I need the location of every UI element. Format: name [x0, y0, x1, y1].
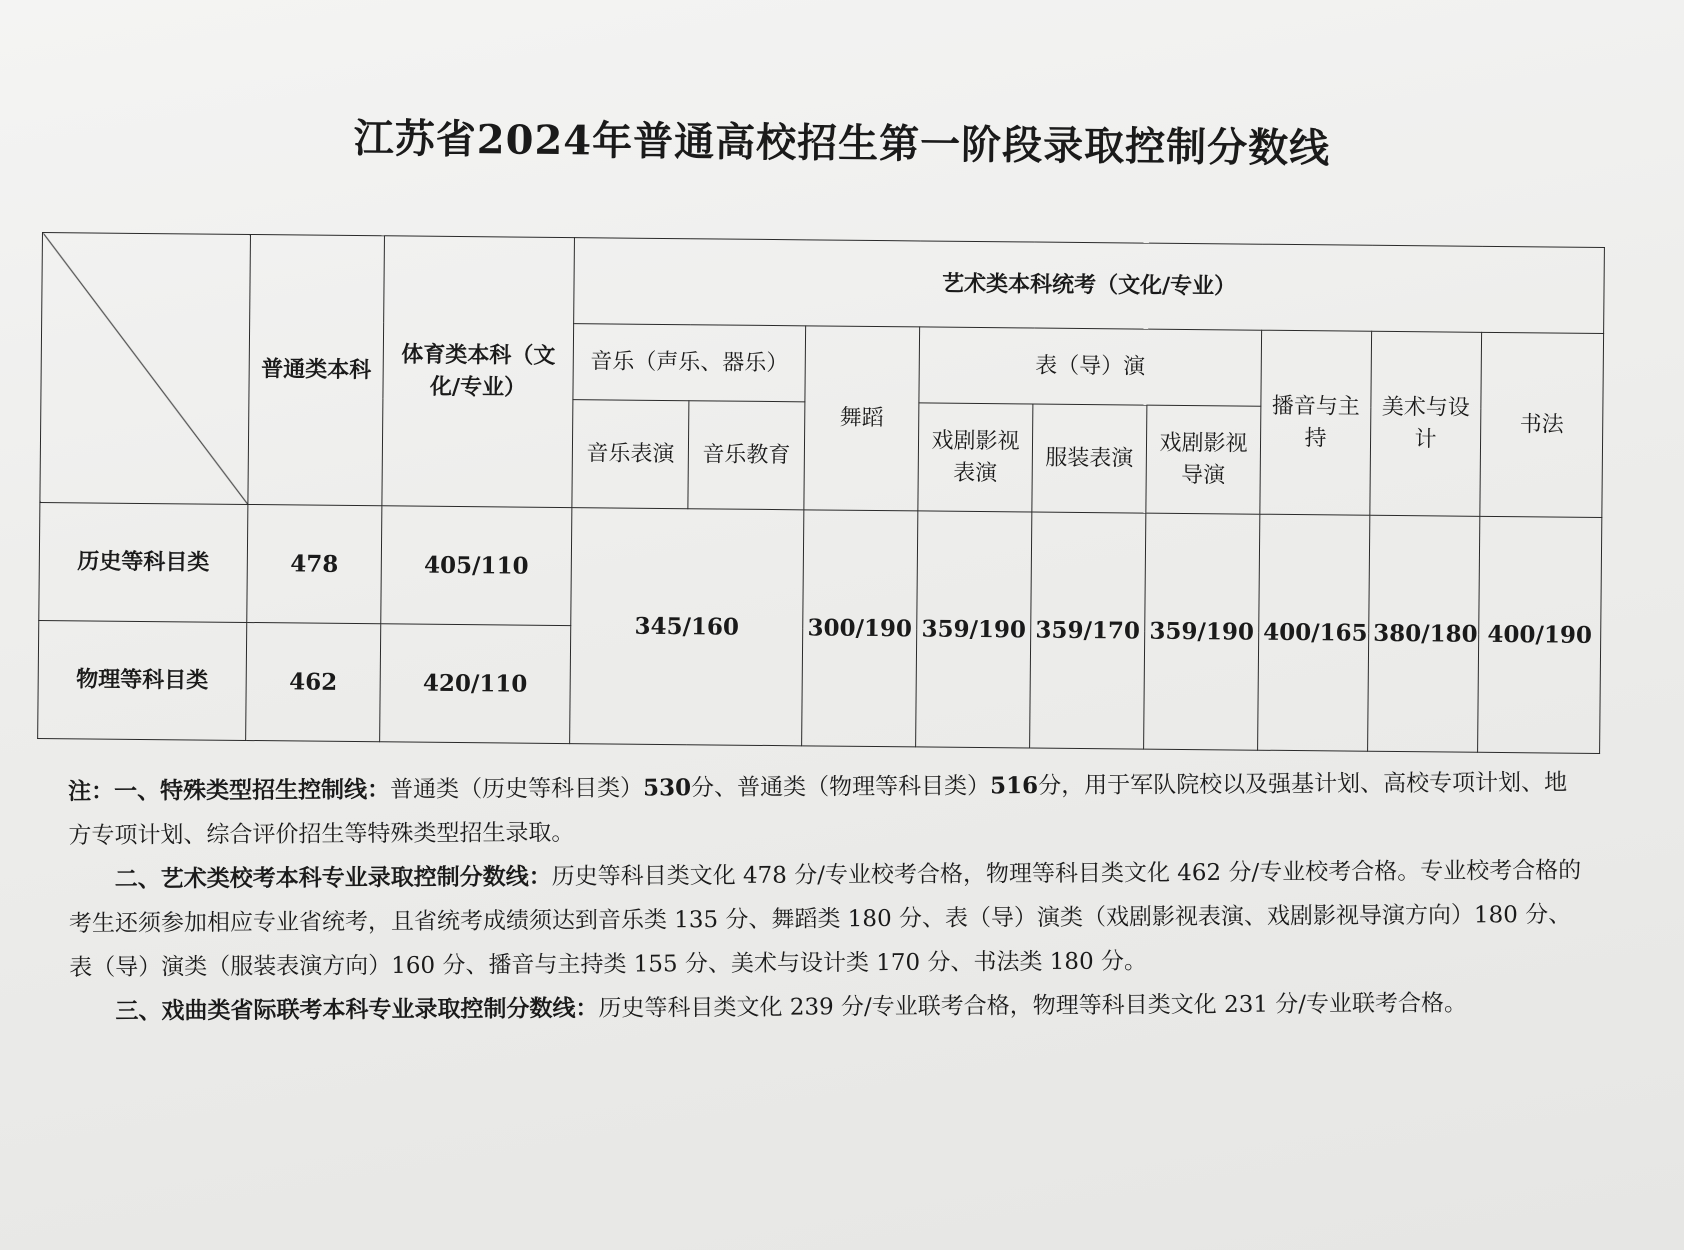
header-drama-directing: 戏剧影视导演	[1146, 405, 1261, 514]
cell-dance-shared: 300/190	[802, 510, 918, 747]
cell-drama-directing-shared: 359/190	[1144, 513, 1260, 750]
diagonal-corner-cell	[40, 233, 251, 505]
cell-general-history: 478	[247, 504, 382, 623]
header-sports: 体育类本科（文化/专业）	[382, 236, 575, 508]
note-1-text-c: 分，用于军队院校以及强基计划、高校专项计划、地方专项计划、综合评价招生等特殊类型招生录取。	[68, 769, 1568, 849]
header-general: 普通类本科	[248, 235, 385, 506]
cell-sports-physics: 420/110	[380, 624, 571, 744]
note-3-label: 三、戏曲类省际联考本科专业录取控制分数线：	[115, 994, 599, 1025]
score-table-wrapper	[37, 232, 1604, 753]
note-1-label: 注：一、特殊类型招生控制线：	[68, 776, 391, 805]
table-row	[39, 502, 1602, 635]
header-music-education: 音乐教育	[688, 401, 805, 510]
header-fine-art: 美术与设计	[1370, 331, 1482, 516]
note-1	[68, 761, 1589, 858]
header-broadcast: 播音与主持	[1260, 330, 1372, 515]
cell-calligraphy-shared: 400/190	[1478, 516, 1602, 753]
cell-music-shared: 345/160	[570, 508, 804, 746]
cell-fine-art-shared: 380/180	[1368, 515, 1480, 752]
header-music-performance: 音乐表演	[572, 400, 689, 509]
header-dance: 舞蹈	[804, 326, 920, 511]
note-3	[69, 981, 1589, 1034]
header-costume: 服装表演	[1032, 404, 1147, 513]
note-1-text-b: 分、普通类（物理等科目类）	[691, 773, 991, 802]
note-2	[69, 849, 1590, 990]
header-drama-acting: 戏剧影视表演	[918, 403, 1033, 512]
header-art-group: 艺术类本科统考（文化/专业）	[574, 238, 1605, 334]
cell-costume-shared: 359/170	[1030, 512, 1146, 749]
note-1-score-a: 530	[643, 774, 692, 802]
cell-sports-history: 405/110	[381, 506, 572, 626]
header-calligraphy: 书法	[1480, 332, 1604, 517]
header-music: 音乐（声乐、器乐）	[573, 324, 806, 402]
page-title: 江苏省2024年普通高校招生第一阶段录取控制分数线	[353, 114, 1331, 173]
score-table	[37, 232, 1605, 754]
notes-section	[68, 761, 1590, 1034]
note-2-text: 历史等科目类文化 478 分/专业校考合格，物理等科目类文化 462 分/专业校考合格。专业校考合格的考生还须参加相应专业省统考，且省统考成绩须达到音乐类 135 分、舞蹈类 180 分、表（导）演类（戏剧影视表演、戏剧影视导演方向）180 分、表（导）演类（服装表演方向）160 分、播音与主持类 155 分、美术与设计类 170 分、书法类 180 分。	[68, 857, 1582, 981]
note-3-text: 历史等科目类文化 239 分/专业联考合格，物理等科目类文化 231 分/专业联考合格。	[598, 990, 1468, 1022]
cell-drama-acting-shared: 359/190	[916, 511, 1032, 748]
note-1-text-a: 普通类（历史等科目类）	[390, 775, 644, 804]
row-label-history: 历史等科目类	[39, 502, 248, 622]
cell-general-physics: 462	[246, 622, 381, 741]
note-2-label: 二、艺术类校考本科专业录取控制分数线：	[114, 863, 552, 893]
note-1-score-b: 516	[990, 772, 1039, 800]
row-label-physics: 物理等科目类	[38, 620, 247, 740]
cell-broadcast-shared: 400/165	[1258, 514, 1370, 751]
header-acting-group: 表（导）演	[919, 327, 1262, 406]
